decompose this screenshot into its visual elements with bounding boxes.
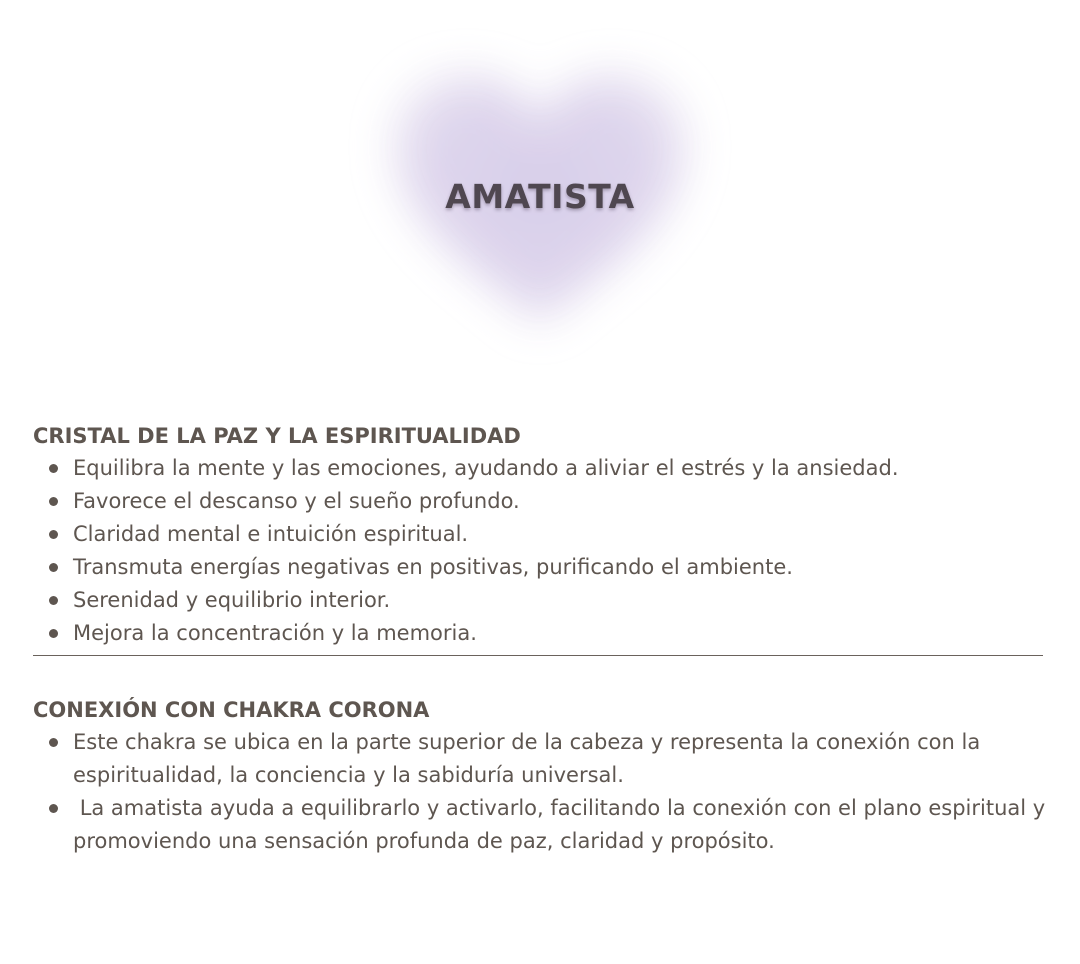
bullet-dot-icon bbox=[49, 629, 58, 638]
list-item bbox=[33, 584, 1048, 617]
bullet-dot-icon bbox=[49, 596, 58, 605]
list-item-text: Serenidad y equilibrio interior. bbox=[73, 588, 391, 612]
bullet-dot-icon bbox=[49, 804, 58, 813]
list-item bbox=[33, 452, 1048, 485]
bullet-dot-icon bbox=[49, 738, 58, 747]
list-item-text: Este chakra se ubica en la parte superior de la cabeza y representa la conexión con la espiritualidad, la conciencia y la sabiduría universal. bbox=[73, 730, 981, 787]
list-item-text: Transmuta energías negativas en positivas, purificando el ambiente. bbox=[73, 555, 793, 579]
list-item-text: Mejora la concentración y la memoria. bbox=[73, 621, 477, 645]
section-chakra-corona bbox=[33, 695, 1052, 858]
bullet-dot-icon bbox=[49, 563, 58, 572]
list-item bbox=[33, 485, 1048, 518]
list-item-text: Equilibra la mente y las emociones, ayudando a aliviar el estrés y la ansiedad. bbox=[73, 456, 899, 480]
benefits-list bbox=[33, 452, 1048, 650]
bullet-dot-icon bbox=[49, 530, 58, 539]
section-heading: CRISTAL DE LA PAZ Y LA ESPIRITUALIDAD bbox=[33, 424, 521, 448]
bullet-dot-icon bbox=[49, 497, 58, 506]
content-area bbox=[33, 421, 1052, 858]
hero-banner bbox=[340, 20, 740, 400]
section-heading: CONEXIÓN CON CHAKRA CORONA bbox=[33, 698, 430, 722]
list-item bbox=[33, 551, 1048, 584]
page-title: AMATISTA bbox=[445, 177, 635, 216]
bullet-dot-icon bbox=[49, 464, 58, 473]
chakra-list bbox=[33, 726, 1052, 858]
section-divider bbox=[33, 655, 1043, 656]
list-item bbox=[33, 792, 1052, 858]
list-item bbox=[33, 518, 1048, 551]
list-item-text: Claridad mental e intuición espiritual. bbox=[73, 522, 469, 546]
section-paz-espiritualidad bbox=[33, 421, 1048, 650]
list-item bbox=[33, 617, 1048, 650]
list-item-text: La amatista ayuda a equilibrarlo y activarlo, facilitando la conexión con el plano espiritual y promoviendo una sensación profunda de paz, claridad y propósito. bbox=[73, 796, 1052, 853]
list-item-text: Favorece el descanso y el sueño profundo. bbox=[73, 489, 520, 513]
list-item bbox=[33, 726, 1048, 792]
